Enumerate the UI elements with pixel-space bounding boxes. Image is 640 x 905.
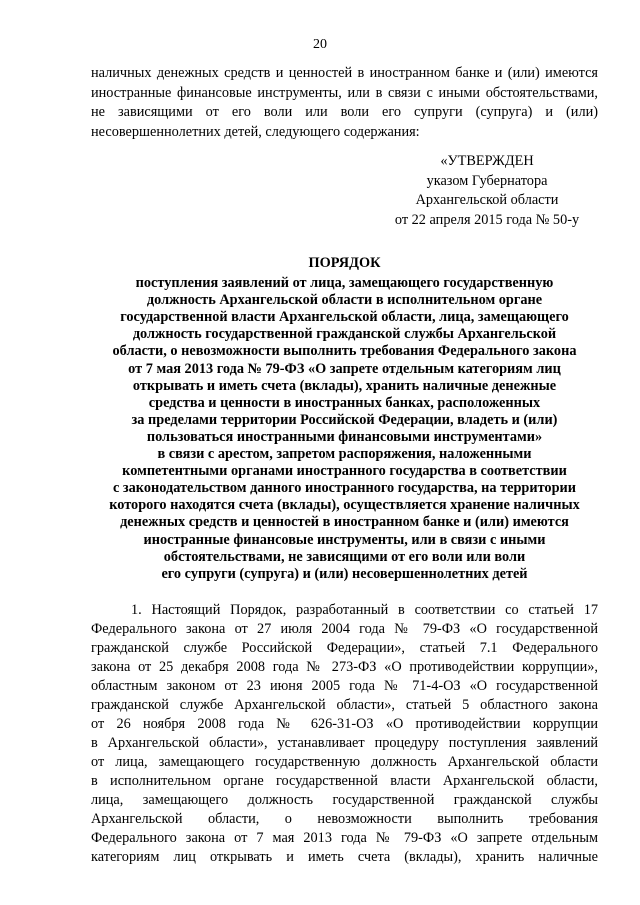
title-line: пользоваться иностранными финансовыми инструментами» xyxy=(146,428,543,445)
title-line: области, о невозможности выполнить требования Федерального закона xyxy=(112,343,577,360)
paragraph-line: гражданской службе Российской Федерации», статьей 7.1 Федерального xyxy=(91,640,598,656)
approval-line-decree: указом Губернатора xyxy=(426,172,548,189)
paragraph-line: закона от 25 декабря 2008 года № 273-ФЗ «О противодействии коррупции», xyxy=(91,659,598,675)
title-line: иностранные финансовые инструменты, или в связи с иными xyxy=(143,531,546,548)
title-line: за пределами территории Российской Федерации, владеть и (или) xyxy=(131,411,558,428)
document-title xyxy=(91,255,598,583)
paragraph-1 xyxy=(91,601,598,867)
paragraph-line: областным законом от 23 июня 2005 года № 71-4-ОЗ «О государственной xyxy=(91,678,598,694)
paragraph-line: от 26 ноября 2008 года № 626-31-ОЗ «О противодействии коррупции xyxy=(91,716,598,732)
title-heading: ПОРЯДОК xyxy=(308,255,381,271)
title-line: должность Архангельской области в исполнительном органе xyxy=(146,292,543,309)
title-line: государственной власти Архангельской области, лица, замещающего xyxy=(120,309,569,326)
title-line: с законодательством данного иностранного государства, на территории xyxy=(112,480,577,497)
title-line: его супруги (супруга) и (или) несовершеннолетних детей xyxy=(161,565,528,582)
paragraph-line: Архангельской области, о невозможности выполнить требования xyxy=(91,811,598,827)
paragraph-line: лица, замещающего должность государственной гражданской службы xyxy=(91,792,598,808)
paragraph-line: 1. Настоящий Порядок, разработанный в соответствии со статьей 17 xyxy=(131,602,598,618)
intro-paragraph: наличных денежных средств и ценностей в иностранном банке и (или) имеются иностранные финансовые инструменты, или в связи с иными обстоятельствами, не зависящими от его воли или воли его супруги (супруга) и (или) несовершеннолетних детей, следующего содержания: xyxy=(91,65,598,140)
title-line: средства и ценности в иностранных банках, расположенных xyxy=(148,394,541,411)
title-line: открывать и иметь счета (вклады), хранить наличные денежные xyxy=(132,377,557,394)
paragraph-line: Федерального закона от 27 июля 2004 года № 79-ФЗ «О государственной xyxy=(91,621,598,637)
paragraph-line: гражданской службе Архангельской области», статьей 5 областного закона xyxy=(91,697,598,713)
title-line: должность государственной гражданской службы Архангельской xyxy=(132,326,557,343)
title-line: в связи с арестом, запретом распоряжения, наложенными xyxy=(157,446,532,463)
paragraph-line: от лица, замещающего государственную должность Архангельской области xyxy=(91,754,598,770)
title-line: поступления заявлений от лица, замещающего государственную xyxy=(135,275,554,292)
title-line: от 7 мая 2013 года № 79-ФЗ «О запрете отдельным категориям лиц xyxy=(128,360,561,377)
paragraph-line: категориям лиц открывать и иметь счета (вклады), хранить наличные xyxy=(91,849,598,865)
paragraph-line: Федерального закона от 7 мая 2013 года № 79-ФЗ «О запрете отдельным xyxy=(91,830,598,846)
paragraph-line: в Архангельской области», устанавливает процедуру поступления заявлений xyxy=(91,735,598,751)
approval-line-region: Архангельской области xyxy=(415,192,559,208)
page-number: 20 xyxy=(313,37,327,52)
approval-line-date: от 22 апреля 2015 года № 50-у xyxy=(394,211,580,228)
paragraph-line: в исполнительном органе государственной власти Архангельской области, xyxy=(91,773,598,789)
title-line: компетентными органами иностранного государства в соответствии xyxy=(122,463,567,480)
title-line: денежных средств и ценностей в иностранном банке и (или) имеются xyxy=(120,514,569,531)
title-line: которого находятся счета (вклады), осуществляется хранение наличных xyxy=(109,497,580,514)
approval-line-approved: «УТВЕРЖДЕН xyxy=(440,153,534,169)
title-line: обстоятельствами, не зависящими от его воли или воли xyxy=(163,548,526,565)
approval-stamp xyxy=(376,152,598,230)
